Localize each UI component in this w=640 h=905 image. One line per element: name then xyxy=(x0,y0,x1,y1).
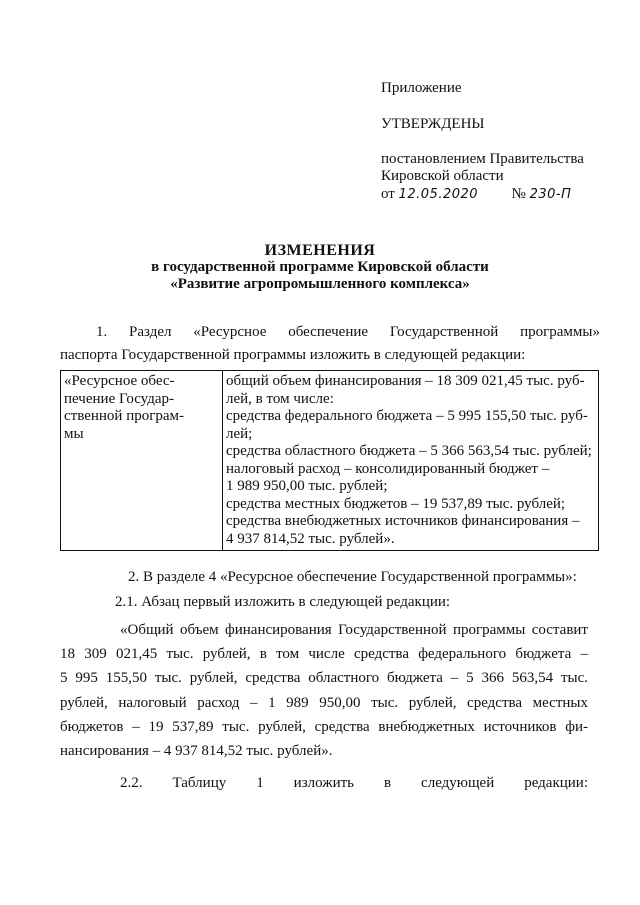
cell-line: общий объем финансирования – 18 309 021,45 тыс. руб- xyxy=(226,373,585,389)
cell-line: средства внебюджетных источников финансирования – xyxy=(226,513,580,529)
doc-title: ИЗМЕНЕНИЯ xyxy=(264,242,376,259)
number-label: № xyxy=(511,186,526,202)
cell-line: средства местных бюджетов – 19 537,89 тыс. рублей; xyxy=(226,495,566,512)
doc-subtitle-2: «Развитие агропромышленного комплекса» xyxy=(170,276,470,292)
cell-line: 4 937 814,52 тыс. рублей». xyxy=(226,530,395,547)
quote-line-6: нансирования – 4 937 814,52 тыс. рублей». xyxy=(60,743,333,759)
appendix-label: Приложение xyxy=(381,80,462,96)
table-cell-label xyxy=(61,371,223,551)
decree-date-row xyxy=(381,186,571,203)
paragraph-1-line-1: 1. Раздел «Ресурсное обеспечение Государственной программы» xyxy=(96,324,600,340)
quote-line-4: рублей, налоговый расход – 1 989 950,00 тыс. рублей, средства местных xyxy=(60,695,588,711)
paragraph-2: 2. В разделе 4 «Ресурсное обеспечение Государственной программы»: xyxy=(128,569,577,585)
decree-date: 12.05.2020 xyxy=(398,187,479,202)
doc-subtitle-1: в государственной программе Кировской области xyxy=(151,259,489,275)
cell-line: средства федерального бюджета – 5 995 155,50 тыс. руб- xyxy=(226,408,588,424)
quote-line-5: бюджетов – 19 537,89 тыс. рублей, средства внебюджетных источников фи- xyxy=(60,719,588,735)
cell-line: ственной програм- xyxy=(64,408,185,424)
cell-line: лей; xyxy=(226,425,253,442)
resource-table xyxy=(60,370,599,551)
cell-line: 1 989 950,00 тыс. рублей; xyxy=(226,478,388,494)
paragraph-2-2: 2.2. Таблицу 1 изложить в следующей редакции: xyxy=(120,775,588,791)
decree-number: 230-П xyxy=(529,187,572,202)
cell-line: «Ресурсное обес- xyxy=(64,373,175,389)
table-row xyxy=(61,371,599,551)
cell-line: печение Государ- xyxy=(64,390,175,407)
decree-line-1: постановлением Правительства xyxy=(381,151,584,167)
table-cell-content xyxy=(223,371,599,551)
cell-line: налоговый расход – консолидированный бюджет – xyxy=(226,460,550,477)
decree-line-2: Кировской области xyxy=(381,168,504,184)
cell-line: мы xyxy=(64,425,84,442)
approved-label: УТВЕРЖДЕНЫ xyxy=(381,116,485,132)
paragraph-1-line-2: паспорта Государственной программы изложить в следующей редакции: xyxy=(60,347,526,363)
paragraph-2-1: 2.1. Абзац первый изложить в следующей редакции: xyxy=(115,594,451,610)
from-label: от xyxy=(381,186,395,202)
quote-line-3: 5 995 155,50 тыс. рублей, средства областного бюджета – 5 366 563,54 тыс. xyxy=(60,670,588,686)
quote-line-2: 18 309 021,45 тыс. рублей, в том числе средства федерального бюджета – xyxy=(60,646,588,662)
cell-line: средства областного бюджета – 5 366 563,54 тыс. рублей; xyxy=(226,443,592,459)
cell-line: лей, в том числе: xyxy=(226,390,334,407)
quote-line-1: «Общий объем финансирования Государственной программы составит xyxy=(120,622,588,638)
